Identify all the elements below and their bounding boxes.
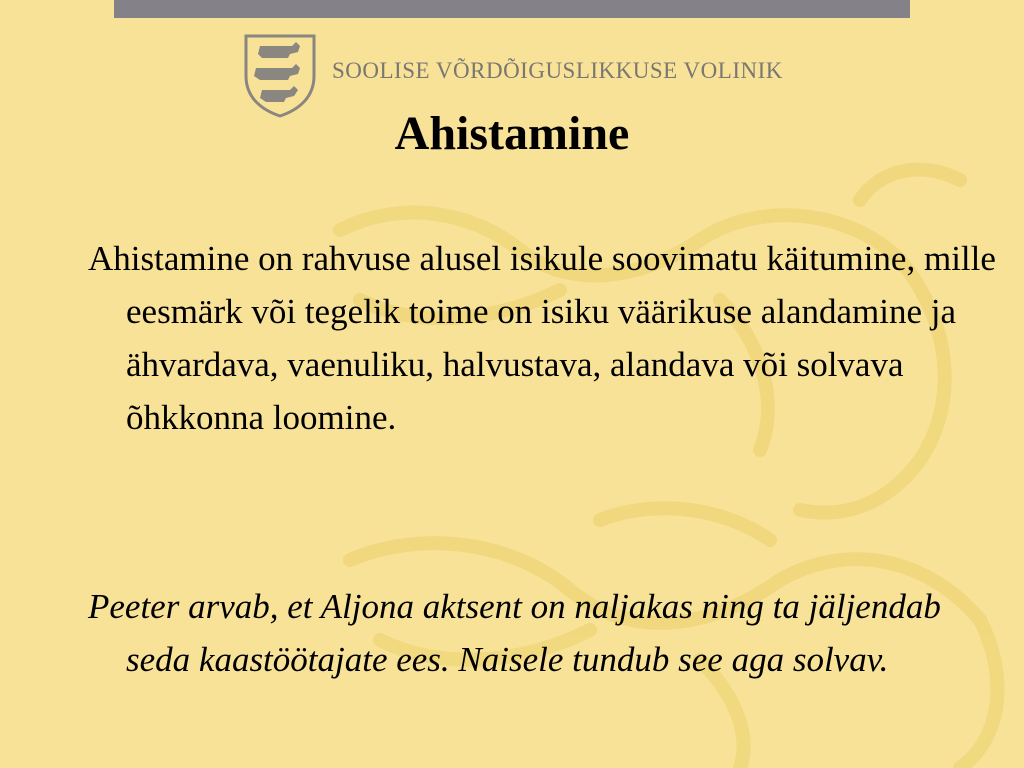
slide-title: Ahistamine — [394, 107, 630, 160]
example-paragraph: Peeter arvab, et Aljona aktsent on naljakas ning ta jäljendab seda kaastöötajate ees. Naisele tundub see aga solvav. — [88, 587, 941, 679]
top-bar — [114, 0, 910, 18]
organization-name: SOOLISE VÕRDÕIGUSLIKKUSE VOLINIK — [332, 58, 783, 83]
definition-paragraph: Ahistamine on rahvuse alusel isikule soovimatu käitumine, mille eesmärk või tegelik toime on isiku väärikuse alandamine ja ähvardava, vaenuliku, halvustava, alandava või solvava õhkkonna loomine. — [88, 239, 996, 437]
